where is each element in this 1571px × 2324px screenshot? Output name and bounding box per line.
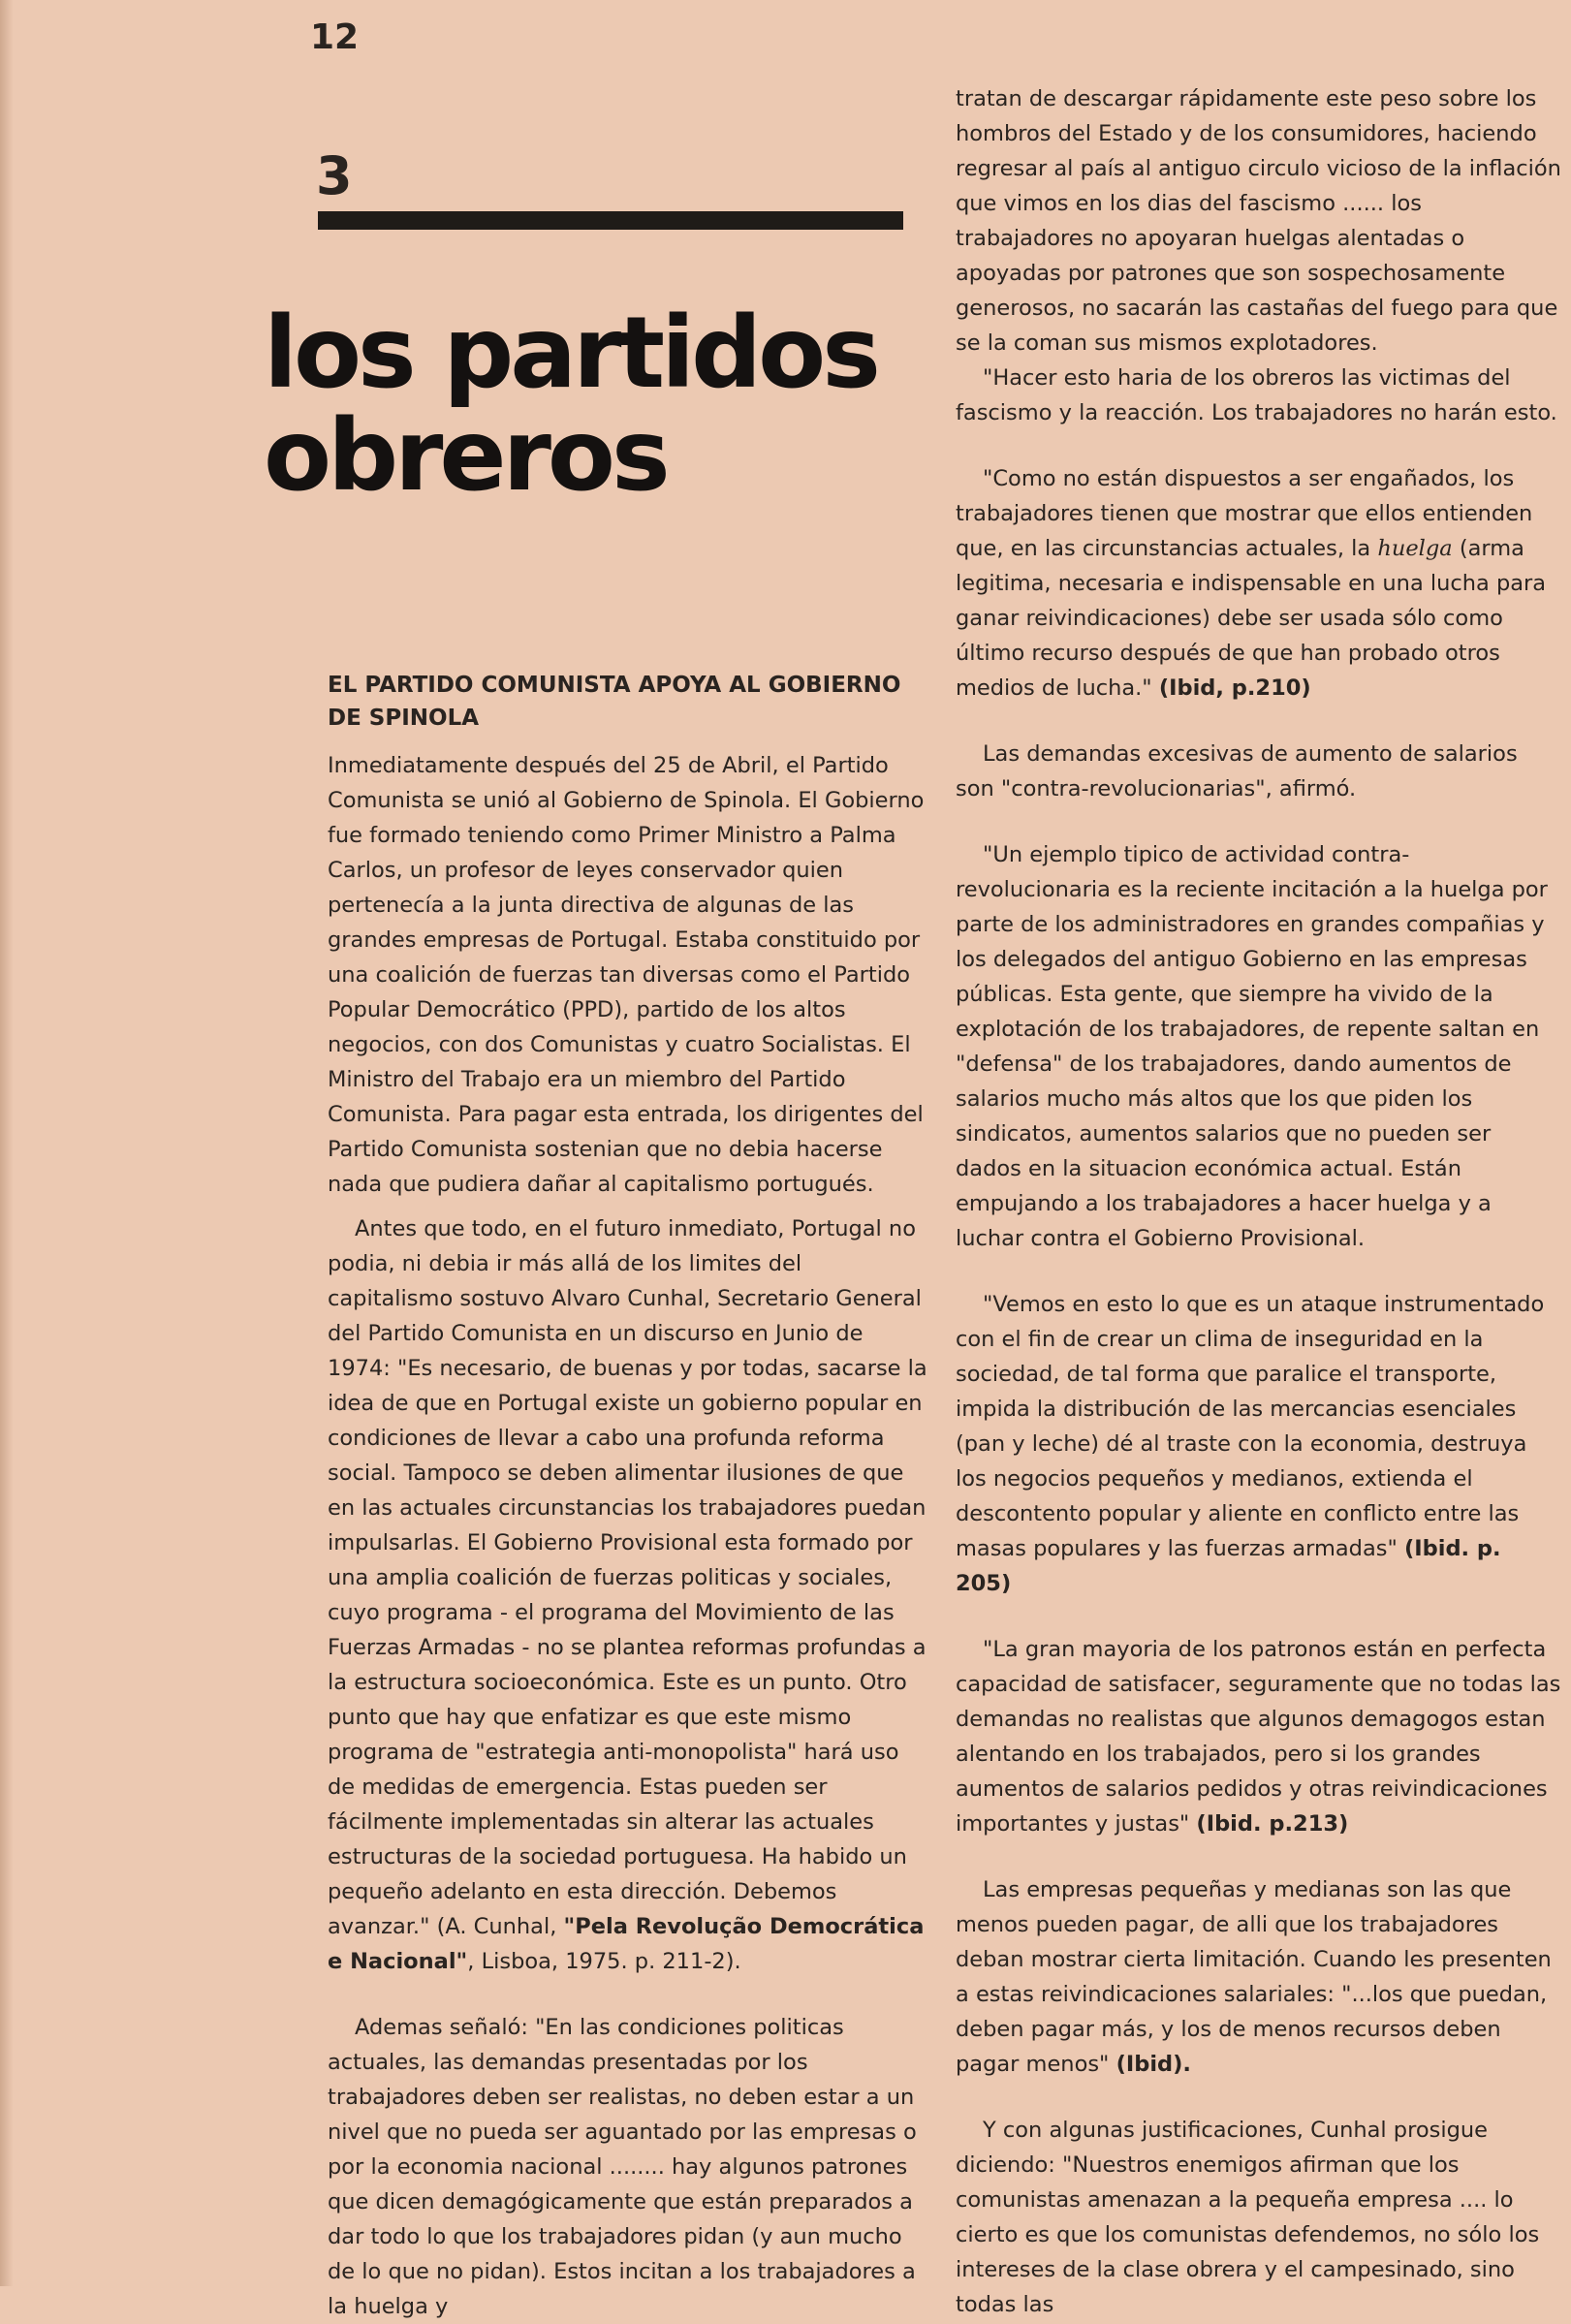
citation: (Ibid. p.213) — [1196, 1811, 1349, 1837]
citation: (Ibid, p.210) — [1158, 675, 1311, 701]
book-citation: "Pela Revolução Democrática e Nacional" — [328, 1914, 925, 1974]
chapter-number: 3 — [316, 145, 353, 206]
quote-text: (arma legitima, necesaria e indispensable en una lucha para ganar reivindicaciones) debe ser usada sólo como último recurso después de que han probado otros medios de lucha." — [956, 536, 1547, 701]
right-column — [956, 81, 1561, 2322]
quote-text: Las empresas pequeñas y medianas son las que menos pueden pagar, de alli que los trabajadores deban mostrar cierta limitación. Cuando les presenten a estas reivindicaciones salariales: "...los que puedan, deben pagar más, y los de menos recursos deben pagar menos" — [956, 1877, 1552, 2077]
left-column — [328, 669, 928, 2324]
left-paragraph-1: Inmediatamente después del 25 de Abril, el Partido Comunista se unió al Gobierno de Spinola. El Gobierno fue formado teniendo como Primer Ministro a Palma Carlos, un profesor de leyes conservador quien pertenecía a la junta directiva de algunas de las grandes empresas de Portugal. Estaba constituido por una coalición de fuerzas tan diversas como el Partido Popular Democrático (PPD), partido de los altos negocios, con dos Comunistas y cuatro Socialistas. El Ministro del Trabajo era un miembro del Partido Comunista. Para pagar esta entrada, los dirigentes del Partido Comunista sostenian que no debia hacerse nada que pudiera dañar al capitalismo portugués. — [328, 753, 925, 1197]
chapter-title-line2: obreros — [264, 398, 667, 514]
right-paragraph-3 — [956, 461, 1561, 706]
right-paragraph-9: Y con algunas justificaciones, Cunhal prosigue diciendo: "Nuestros enemigos afirman que los comunistas amenazan a la pequeña empresa .... lo cierto es que los comunistas defendemos, no sólo los intereses de la clase obrera y el campesinado, sino todas las — [956, 2118, 1540, 2317]
right-paragraph-2: "Hacer esto haria de los obreros las victimas del fascismo y la reacción. Los trabajadores no harán esto. — [956, 365, 1557, 425]
quote-text: "La gran mayoria de los patronos están en perfecta capacidad de satisfacer, seguramente que no todas las demandas no realistas que algunos demagogos estan alentando en los trabajados, pero si los grandes aumentos de salarios pedidos y otras reivindicaciones importantes y justas" — [956, 1637, 1561, 1837]
right-paragraph-1: tratan de descargar rápidamente este peso sobre los hombros del Estado y de los consumidores, haciendo regresar al país al antiguo circulo vicioso de la inflación que vimos en los dias del fascismo ...... los trabajadores no apoyaran huelgas alentadas o apoyadas por patrones que son sospechosamente generosos, no sacarán las castañas del fuego para que se la coman sus mismos explotadores. — [956, 86, 1561, 356]
page-edge-shadow — [0, 0, 14, 2286]
right-paragraph-5: "Un ejemplo tipico de actividad contra-revolucionaria es la reciente incitación a la huelga por parte de los administradores en grandes compañias y los delegados del antiguo Gobierno en las empresas públicas. Esta gente, que siempre ha vivido de la explotación de los trabajadores, de repente saltan en "defensa" de los trabajadores, dando aumentos de salarios mucho más altos que los que piden los sindicatos, aumentos salarios que no pueden ser dados en la situacion económica actual. Están empujando a los trabajadores a hacer huelga y a luchar contra el Gobierno Provisional. — [956, 842, 1548, 1251]
right-paragraph-4: Las demandas excesivas de aumento de salarios son "contra-revolucionarias", afirmó. — [956, 741, 1518, 801]
citation-ref: , Lisboa, 1975. p. 211-2). — [467, 1949, 741, 1974]
quote-text: "Vemos en esto lo que es un ataque instrumentado con el fin de crear un clima de inseguridad en la sociedad, de tal forma que paralice el transporte, impida la distribución de las mercancias esenciales (pan y leche) dé al traste con la economia, destruya los negocios pequeños y medianos, extienda el descontento popular y aliente en conflicto entre las masas populares y las fuerzas armadas" — [956, 1292, 1545, 1561]
page-number: 12 — [310, 17, 360, 57]
citation: (Ibid. p. 205) — [956, 1536, 1501, 1596]
chapter-rule — [318, 211, 903, 230]
left-paragraph-2 — [328, 1211, 928, 1979]
left-paragraph-3: Ademas señaló: "En las condiciones politicas actuales, las demandas presentadas por los trabajadores deben ser realistas, no deben estar a un nivel que no pueda ser aguantado por las empresas o por la economia nacional ........ hay algunos patrones que dicen demagógicamente que están preparados a dar todo lo que los trabajadores pidan (y aun mucho de lo que no pidan). Estos incitan a los trabajadores a la huelga y — [328, 2015, 917, 2319]
right-paragraph-8 — [956, 1872, 1561, 2082]
emphasis-word: huelga — [1377, 536, 1453, 561]
chapter-title — [264, 296, 877, 514]
quote-text: "Como no están dispuestos a ser engañados, los trabajadores tienen que mostrar que ellos entienden que, en las circunstancias actuales, la — [956, 466, 1533, 561]
right-paragraph-7 — [956, 1632, 1561, 1841]
chapter-title-line1: los partidos — [264, 296, 877, 411]
section-heading: EL PARTIDO COMUNISTA APOYA AL GOBIERNO DE SPINOLA — [328, 673, 901, 731]
quote-text: Antes que todo, en el futuro inmediato, Portugal no podia, ni debia ir más allá de los limites del capitalismo sostuvo Alvaro Cunhal, Secretario General del Partido Comunista en un discurso en Junio de 1974: "Es necesario, de buenas y por todas, sacarse la idea de que en Portugal existe un gobierno popular en condiciones de llevar a cabo una profunda reforma social. Tampoco se deben alimentar ilusiones de que en las actuales circunstancias los trabajadores puedan impulsarlas. El Gobierno Provisional esta formado por una amplia coalición de fuerzas politicas y sociales, cuyo programa - el programa del Movimiento de las Fuerzas Armadas - no se plantea reformas profundas a la estructura socioeconómica. Este es un punto. Otro punto que hay que enfatizar es que este mismo programa de "estrategia anti-monopolista" hará uso de medidas de emergencia. Estas pueden ser fácilmente implementadas sin alterar las actuales estructuras de la sociedad portuguesa. Ha habido un pequeño adelanto en esta dirección. Debemos avanzar." (A. Cunhal, — [328, 1216, 927, 1939]
citation: (Ibid). — [1115, 2052, 1191, 2077]
right-paragraph-6 — [956, 1287, 1561, 1601]
